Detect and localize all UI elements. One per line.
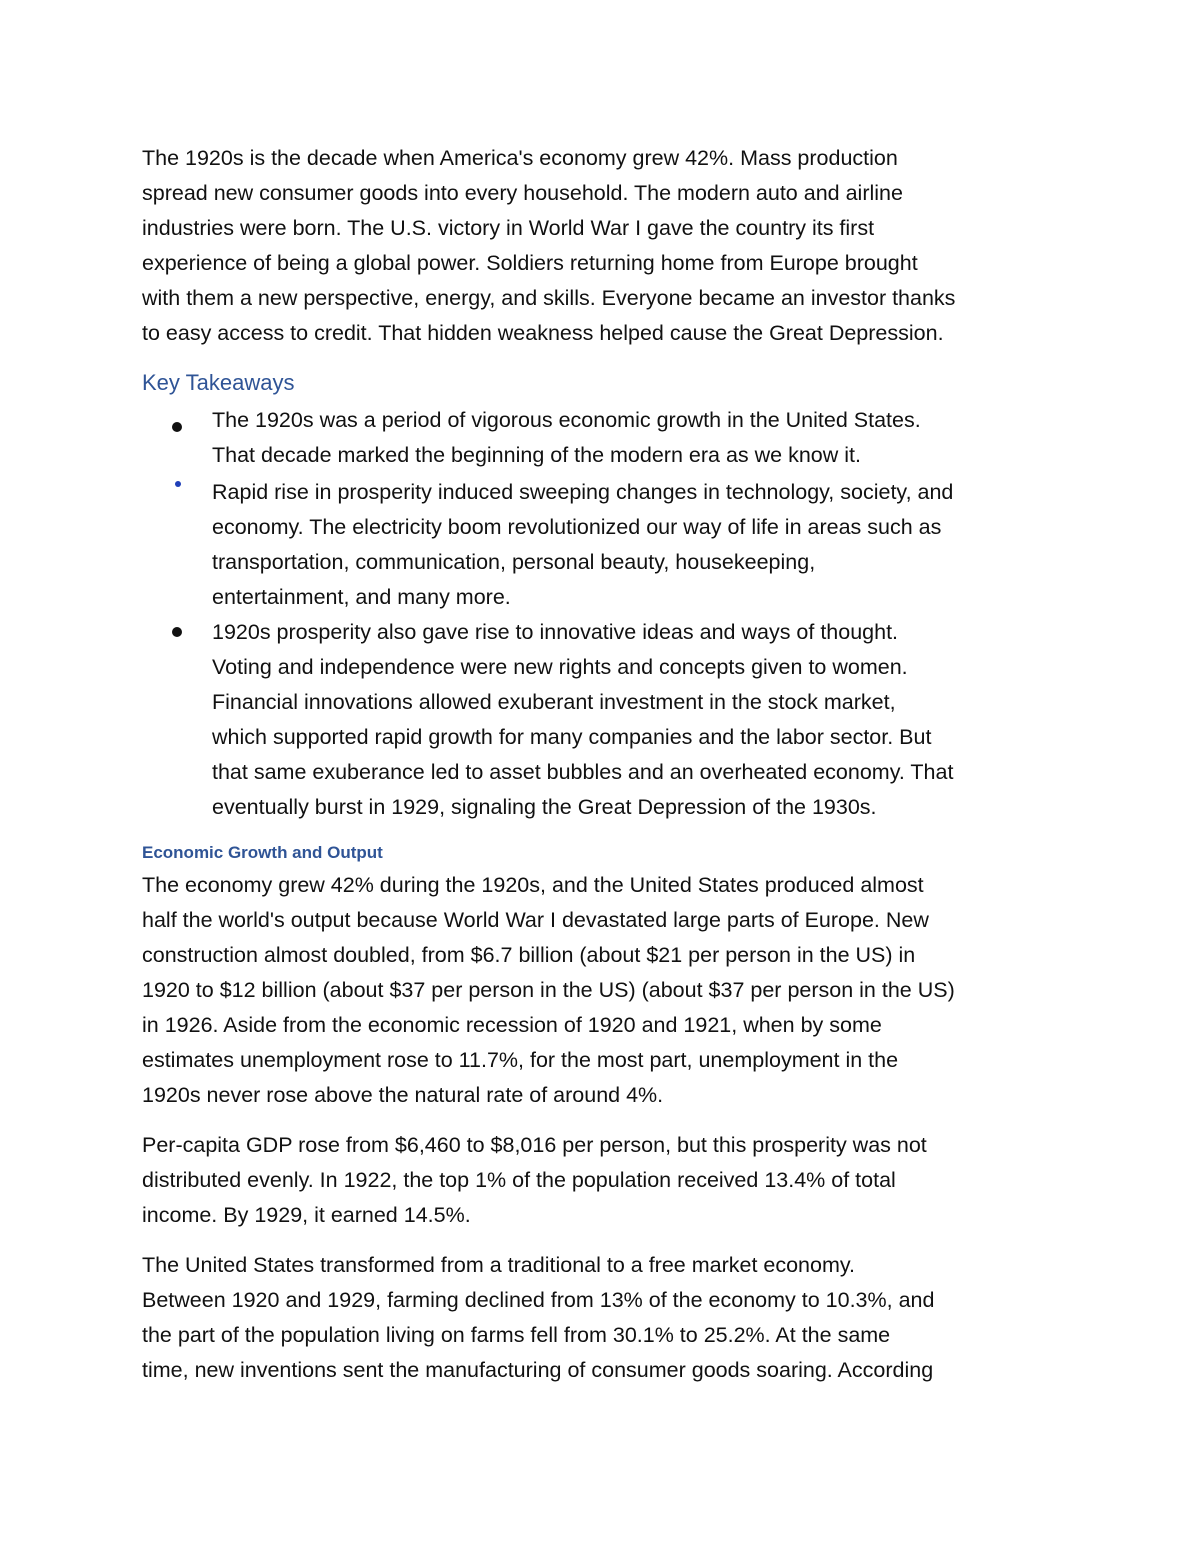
bullet-text: Rapid rise in prosperity induced sweeping changes in technology, society, and economy. The electricity boom revolutionized our way of life in areas such as transportation, communication, personal beauty, housekeeping, entertainment, and many more. [212,480,954,609]
gdp-paragraph: Per-capita GDP rose from $6,460 to $8,016 per person, but this prosperity was not distributed evenly. In 1922, the top 1% of the population received 13.4% of total income. By 1929, it earned 14.5%. [142,1133,927,1227]
economic-growth-paragraph: The economy grew 42% during the 1920s, and the United States produced almost half the world's output because World War I devastated large parts of Europe. New construction almost doubled, from $6.7 billion (about $21 per person in the US) in 1920 to $12 billion (about $37 per person in the US) (about $37 per person in the US) in 1926. Aside from the economic recession of 1920 and 1921, when by some estimates unemployment rose to 11.7%, for the most part, unemployment in the 1920s never rose above the natural rate of around 4%. [142,873,955,1107]
bullet-icon [175,481,181,487]
intro-paragraph: The 1920s is the decade when America's economy grew 42%. Mass production spread new consumer goods into every household. The modern auto and airline industries were born. The U.S. victory in World War I gave the country its first experience of being a global power. Soldiers returning home from Europe brought with them a new perspective, energy, and skills. Everyone became an investor thanks to easy access to credit. That hidden weakness helped cause the Great Depression. [142,146,956,345]
market-economy-paragraph: The United States transformed from a traditional to a free market economy. Between 1920 and 1929, farming declined from 13% of the economy to 10.3%, and the part of the population living on farms fell from 30.1% to 25.2%. At the same time, new inventions sent the manufacturing of consumer goods soaring. According [142,1253,935,1382]
bullet-icon [172,627,182,637]
economic-growth-heading: Economic Growth and Output [142,843,383,862]
bullet-text: 1920s prosperity also gave rise to innovative ideas and ways of thought. Voting and independence were new rights and concepts given to women. Financial innovations allowed exuberant investment in the stock market, which supported rapid growth for many companies and the labor sector. But that same exuberance led to asset bubbles and an overheated economy. That eventually burst in 1929, signaling the Great Depression of the 1930s. [212,620,954,819]
bullet-text: The 1920s was a period of vigorous economic growth in the United States. That decade marked the beginning of the modern era as we know it. [212,408,921,467]
key-takeaways-heading: Key Takeaways [142,370,295,395]
bullet-icon [172,422,182,432]
